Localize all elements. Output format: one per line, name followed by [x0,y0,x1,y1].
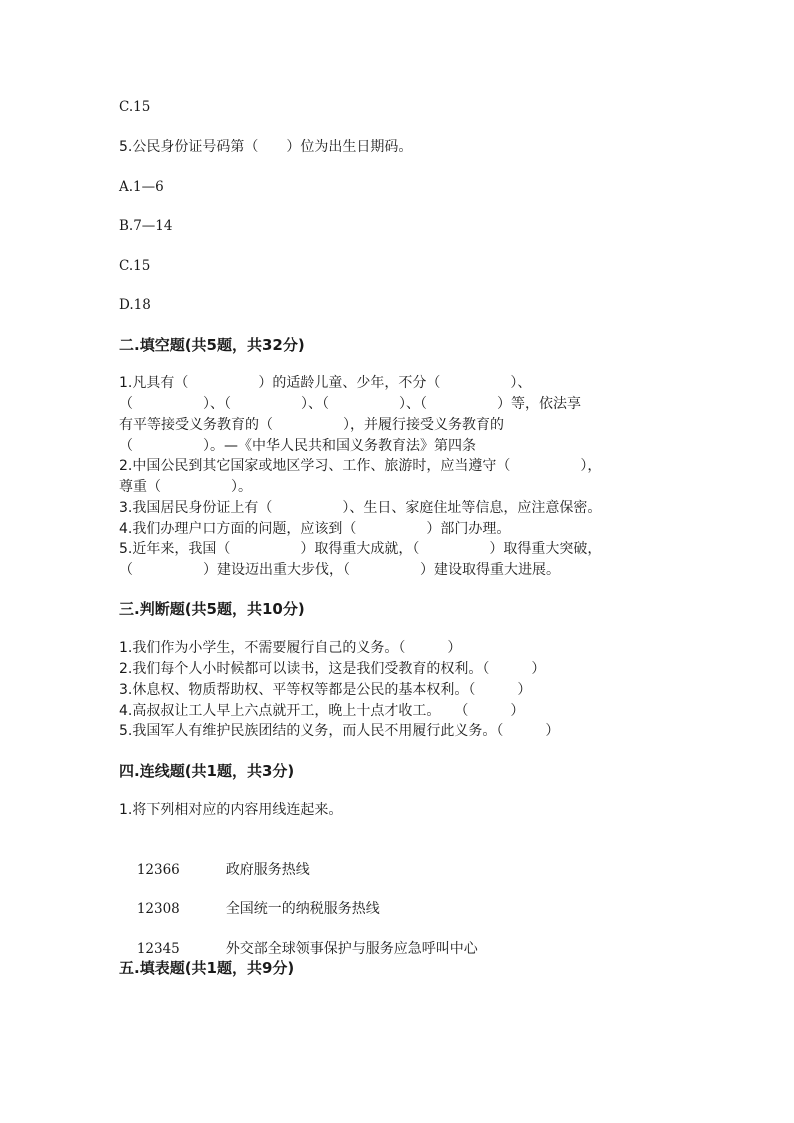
fill-line: 2.中国公民到其它国家或地区学习、工作、旅游时，应当遵守（ ）， [119,458,602,474]
judge-line: 2.我们每个人小时候都可以读书，这是我们受教育的权利。（ ） [119,661,546,677]
fill-line: 4.我们办理户口方面的问题，应该到（ ）部门办理。 [119,521,511,537]
fill-line: 5.近年来，我国（ ）取得重大成就，（ ）取得重大突破， [119,541,602,557]
hotline-code: 12308 [136,901,180,917]
fill-line: 3.我国居民身份证上有（ ）、生日、家庭住址等信息，应注意保密。 [119,500,602,516]
fill-line: 尊重（ ）。 [119,479,252,495]
hotline-label: 外交部全球领事保护与服务应急呼叫中心 [225,941,478,957]
q5-option-c: C.15 [119,258,151,274]
judge-line: 1.我们作为小学生，不需要履行自己的义务。（ ） [119,640,462,656]
judge-line: 4.高叔叔让工人早上六点就开工，晚上十点才收工。 （ ） [119,703,525,719]
q5-option-a: A.1—6 [119,179,164,195]
q5-option-d: D.18 [119,297,151,313]
hotline-code: 12345 [136,941,180,957]
q5-option-b: B.7—14 [119,218,173,234]
fill-line: （ ）。—《中华人民共和国义务教育法》第四条 [119,438,476,454]
hotline-label: 政府服务热线 [225,862,310,878]
fill-line: 有平等接受义务教育的（ ），并履行接受义务教育的 [119,417,504,433]
section5-title: 五.填表题(共1题，共9分) [119,959,295,977]
section2-title: 二.填空题(共5题，共32分) [119,336,305,354]
section3-title: 三.判断题(共5题，共10分) [119,600,305,618]
fill-line: 1.凡具有（ ）的适龄儿童、少年，不分（ ）、 [119,375,532,391]
q4-option-c: C.15 [119,99,151,115]
section4-title: 四.连线题(共1题，共3分) [119,762,295,780]
matching-stem: 1.将下列相对应的内容用线连起来。 [119,802,343,818]
judge-line: 5.我国军人有维护民族团结的义务，而人民不用履行此义务。（ ） [119,723,560,739]
fill-line: （ ）、（ ）、（ ）、（ ）等，依法享 [119,396,581,412]
hotline-label: 全国统一的纳税服务热线 [225,901,380,917]
hotline-code: 12366 [136,862,180,878]
judge-line: 3.休息权、物质帮助权、平等权等都是公民的基本权利。（ ） [119,682,532,698]
q5-stem: 5.公民身份证号码第（ ）位为出生日期码。 [119,139,413,155]
fill-line: （ ）建设迈出重大步伐，（ ）建设取得重大进展。 [119,562,560,578]
